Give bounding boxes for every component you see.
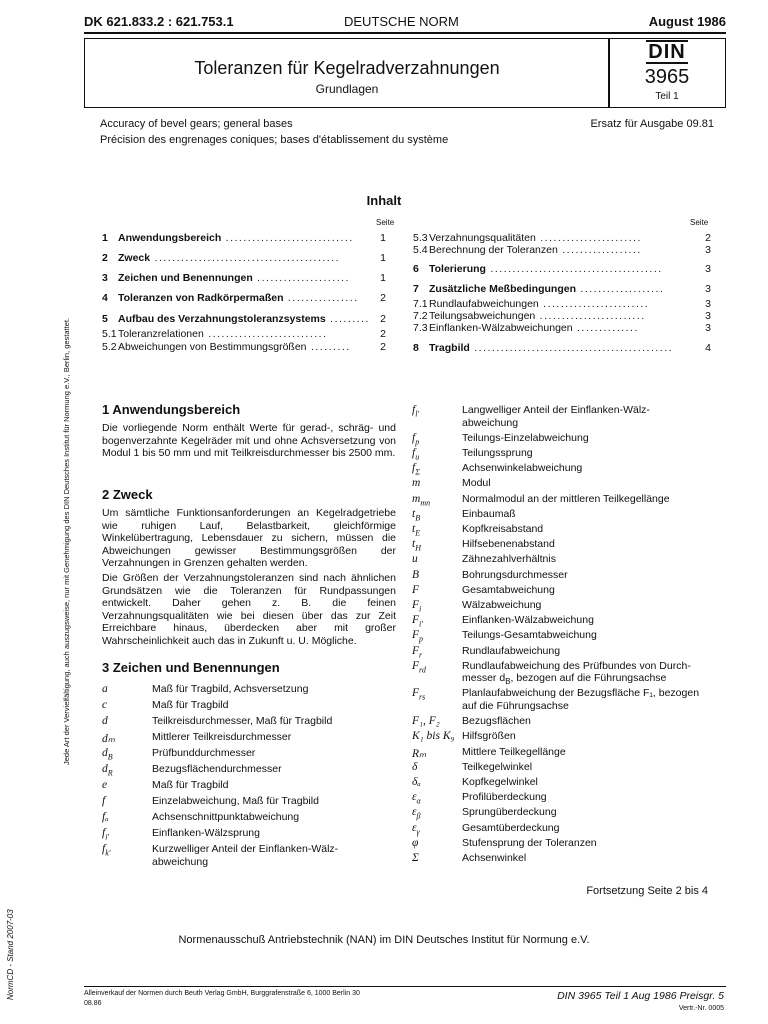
section-2-text-1: Um sämtliche Funktionsanforderungen an Kegelradgetriebe wie ruhigen Lauf, Belastbarkeit, gleichförmige Winkelübertragung, Lebensdauer zu sichern, müssen die Abweichungen gewisser Bestimmungsgrößen der Verzahnungen in Grenzen gehalten werden. [102, 507, 396, 570]
symbol-description: Hilfsebenenabstand [462, 538, 555, 551]
toc-entry-number: 7.2 [413, 310, 428, 322]
toc-entry-page: 2 [380, 341, 386, 353]
toc-entry-page: 1 [380, 272, 386, 284]
symbol-description: Planlaufabweichung der Bezugsfläche F₁, bezogen auf die Führungsachse [462, 687, 700, 712]
symbol-description: Gesamtabweichung [462, 583, 555, 596]
toc-entry-title: Aufbau des Verzahnungstoleranzsystems [118, 313, 326, 325]
symbol-description: Teilungs-Gesamtabweichung [462, 629, 597, 642]
symbol-description: Bezugsflächendurchmesser [152, 763, 282, 775]
toc-entry-title: Abweichungen von Bestimmungsgrößen [118, 341, 307, 353]
symbol-description: Achsenwinkelabweichung [462, 462, 583, 475]
symbol-description: Rundlaufabweichung [462, 644, 561, 657]
toc-heading: Inhalt [366, 193, 402, 208]
toc-entry-number: 7 [413, 283, 419, 295]
section-3-title: 3 Zeichen und Benennungen [102, 660, 280, 675]
symbol-entry [412, 599, 728, 612]
toc-entry-number: 5.2 [102, 341, 117, 353]
dk-number: DK 621.833.2 : 621.753.1 [84, 14, 234, 29]
doc-title: Toleranzen für Kegelradverzahnungen [194, 58, 500, 78]
symbol-glyph: F [412, 583, 420, 596]
sales-number: Vertr.-Nr. 0005 [678, 1005, 724, 1012]
toc-entry-page: 3 [705, 310, 711, 322]
section-2-title: 2 Zweck [102, 487, 153, 502]
symbol-entry [412, 508, 728, 521]
toc-entry-dots: ........................ [535, 310, 646, 322]
symbol-glyph: $f_u$ [412, 446, 420, 462]
toc-entry-label [429, 342, 673, 354]
symbol-entry [102, 731, 402, 744]
symbol-glyph: d [102, 715, 108, 727]
symbol-entry [412, 404, 728, 429]
toc-entry [102, 272, 386, 285]
symbol-glyph: $\varepsilon_\alpha$ [412, 791, 421, 806]
symbol-entry [102, 699, 402, 712]
toc-entry [413, 244, 711, 257]
symbol-description: Langwelliger Anteil der Einflanken-Wälz- abweichung [462, 404, 650, 429]
symbol-entry [412, 447, 728, 460]
toc-entry-dots: ....................................... [485, 263, 663, 275]
toc-entry-title: Berechnung der Toleranzen [429, 244, 558, 256]
symbol-description: Einflanken-Wälzsprung [152, 827, 260, 839]
toc-entry-label [429, 263, 663, 275]
section-1-text: Die vorliegende Norm enthält Werte für gerad-, schräg- und bogenverzahnte Kegelräder mit und ohne Achsversetzung von Modul 1 bis 50 mm und mit Teilkreisdurchmesser bis 2500 mm. [102, 422, 396, 460]
toc-entry-label [429, 310, 646, 322]
toc-entry-dots: .......................................... [150, 252, 341, 264]
symbol-entry [412, 553, 728, 566]
toc-entry-title: Toleranzen von Radkörpermaßen [118, 292, 284, 304]
symbol-description: Teilungssprung [462, 446, 533, 459]
toc-entry-dots: ........................... [203, 328, 328, 340]
print-code: 08.86 [84, 1000, 102, 1007]
symbol-entry [102, 747, 402, 760]
toc-entry [413, 283, 711, 296]
symbol-entry [412, 852, 728, 865]
toc-entry-number: 1 [102, 232, 108, 244]
symbol-glyph: $f_{i'}$ [102, 827, 110, 842]
toc-entry-number: 7.3 [413, 322, 428, 334]
symbol-glyph: dₘ [102, 733, 115, 745]
toc-entry [102, 313, 386, 326]
symbol-entry [412, 569, 728, 582]
teil-label: Teil 1 [655, 91, 679, 102]
din-number: 3965 [644, 66, 690, 88]
symbol-description: Mittlerer Teilkreisdurchmesser [152, 731, 292, 743]
symbol-glyph: $F_{rd}$ [412, 659, 426, 674]
symbol-description: Hilfsgrößen [462, 730, 516, 743]
toc-entry-number: 2 [102, 252, 108, 264]
section-2-text-2: Die Größen der Verzahnungstoleranzen sind nach ähnlichen Grundsätzen wie die Toleranzen für Rundpassungen entwickelt. Daher gehen z. B. die feinen Verzahnungsqualitäten wie bei diesen über das zur Zeit Erreichbare hinaus, überdecken aber mit großer Wahrscheinlichkeit auch das in Zukunft u. U. Mögliche. [102, 572, 396, 647]
symbol-glyph: u [412, 553, 418, 566]
toc-entry-page: 2 [380, 313, 386, 325]
toc-entry [102, 341, 386, 354]
toc-entry-number: 6 [413, 263, 419, 275]
symbol-description: Gesamtüberdeckung [462, 821, 560, 834]
symbol-glyph: Rₘ [412, 747, 427, 760]
toc-entry [413, 263, 711, 276]
toc-seite-right: Seite [690, 218, 709, 227]
doc-subtitle: Grundlagen [315, 82, 379, 96]
symbol-description: Profilüberdeckung [462, 791, 547, 804]
symbol-glyph: $m_{mn}$ [412, 492, 431, 507]
continuation-note: Fortsetzung Seite 2 bis 4 [586, 885, 708, 897]
toc-entry-page: 3 [705, 283, 711, 295]
symbol-entry [412, 614, 728, 627]
symbol-entry [102, 779, 402, 792]
toc-entry-dots: ............................................. [469, 342, 674, 354]
symbol-description: Zähnezahlverhältnis [462, 553, 556, 566]
toc-entry [413, 322, 711, 335]
symbol-entry [412, 761, 728, 774]
symbol-glyph: $d_B$ [102, 747, 113, 762]
symbol-entry [412, 837, 728, 850]
symbol-entry [102, 683, 402, 696]
toc-entry-dots: ......... [325, 313, 370, 325]
symbol-glyph: F₁, F₂ [412, 715, 440, 728]
symbol-description: Stufensprung der Toleranzen [462, 836, 597, 849]
din-logo-text: DIN [648, 41, 686, 63]
symbol-description: Maß für Tragbild [152, 779, 229, 791]
toc-entry-label [118, 292, 359, 304]
symbol-description: Modul [462, 477, 491, 490]
toc-entry-dots: ......... [306, 341, 351, 353]
symbol-glyph: c [102, 699, 108, 711]
symbol-entry [412, 806, 728, 819]
toc-entry-label [118, 232, 354, 244]
toc-entry-page: 3 [705, 263, 711, 275]
symbol-entry [412, 462, 728, 475]
symbol-glyph: δₐ [412, 775, 421, 788]
symbol-entry [412, 730, 728, 743]
footer-rule [84, 986, 726, 987]
toc-entry-number: 4 [102, 292, 108, 304]
symbol-entry [412, 477, 728, 490]
symbol-description: Einflanken-Wälzabweichung [462, 614, 594, 627]
symbol-description: Mittlere Teilkegellänge [462, 745, 566, 758]
symbol-entry [412, 645, 728, 658]
symbol-glyph: $\varepsilon_\beta$ [412, 806, 421, 821]
symbol-glyph: Σ [412, 851, 419, 864]
toc-entry-title: Zusätzliche Meßbedingungen [429, 283, 577, 295]
toc-entry-number: 5.4 [413, 244, 428, 256]
symbol-description: Prüfbunddurchmesser [152, 747, 256, 759]
symbol-entry [412, 629, 728, 642]
symbol-description: Kopfkegelwinkel [462, 775, 538, 788]
symbol-entry [412, 776, 728, 789]
toc-entry-page: 1 [380, 252, 386, 264]
symbol-description: Normalmodul an der mittleren Teilkegellänge [462, 492, 670, 505]
toc-entry-label [118, 328, 328, 340]
toc-entry [413, 342, 711, 355]
toc-entry-title: Tolerierung [429, 263, 486, 275]
symbol-glyph: $\varepsilon_\gamma$ [412, 821, 420, 836]
header-rule [84, 32, 726, 34]
norm-label: DEUTSCHE NORM [344, 14, 459, 29]
toc-entry-title: Einflanken-Wälzabweichungen [429, 322, 573, 334]
french-title: Précision des engrenages coniques; bases d'établissement du système [100, 134, 449, 146]
toc-entry-title: Verzahnungsqualitäten [429, 232, 536, 244]
toc-entry [102, 292, 386, 305]
toc-entry [102, 232, 386, 245]
toc-entry-page: 2 [380, 292, 386, 304]
toc-entry-page: 4 [705, 342, 711, 354]
symbol-glyph: m [412, 477, 421, 490]
committee-line: Normenausschuß Antriebstechnik (NAN) im DIN Deutsches Institut für Normung e.V. [178, 934, 590, 946]
toc-entry-dots: ........................ [538, 298, 650, 310]
symbol-description: Rundlaufabweichung des Prüfbundes von Durch- messer $d_B$, bezogen auf die Führungsachse [462, 659, 691, 687]
symbol-description: Achsenwinkel [462, 851, 527, 864]
symbol-glyph: $F_{rs}$ [412, 687, 426, 702]
symbol-description: Kopfkreisabstand [462, 522, 544, 535]
normcd-stamp: NormCD - Stand 2007-03 [6, 909, 15, 1000]
toc-entry-dots: ....................... [535, 232, 642, 244]
symbol-glyph: δ [412, 760, 418, 773]
toc-entry-number: 5 [102, 313, 108, 325]
copyright-notice: Jede Art der Vervielfältigung, auch auszugsweise, nur mit Genehmigung des DIN Deutsches Institut für Normung e.V., Berlin, gestattet. [62, 317, 71, 765]
symbol-glyph: $f_{k'}$ [102, 843, 111, 858]
toc-entry-title: Toleranzrelationen [118, 328, 204, 340]
toc-entry-title: Zeichen und Benennungen [118, 272, 253, 284]
symbol-glyph: fₐ [102, 811, 109, 823]
symbol-description: Kurzwelliger Anteil der Einflanken-Wälz- abweichung [152, 843, 339, 868]
symbol-entry [412, 791, 728, 804]
toc-seite-left: Seite [376, 218, 395, 227]
symbol-glyph: e [102, 779, 108, 791]
symbol-description: Einbaumaß [462, 507, 516, 520]
symbol-entry [412, 523, 728, 536]
symbol-entry [412, 660, 728, 685]
toc-entry-number: 5.1 [102, 328, 117, 340]
symbol-description: Teilungs-Einzelabweichung [462, 431, 589, 444]
symbol-glyph: $F_i$ [412, 598, 422, 614]
symbol-glyph: $F_r$ [412, 644, 423, 659]
symbol-description: Teilkegelwinkel [462, 760, 533, 773]
toc-entry-label [429, 244, 642, 256]
toc-entry-label [118, 313, 370, 325]
toc-entry-number: 8 [413, 342, 419, 354]
symbol-glyph: $f_p$ [412, 431, 420, 446]
symbol-entry [412, 746, 728, 759]
toc-entry-label [429, 283, 664, 295]
symbol-entry [412, 538, 728, 551]
symbol-description: Einzelabweichung, Maß für Tragbild [152, 795, 319, 807]
symbol-entry [412, 687, 728, 712]
toc-entry-number: 5.3 [413, 232, 428, 244]
toc-entry-label [429, 298, 649, 310]
symbol-glyph: $t_H$ [412, 538, 421, 553]
toc-entry-dots: ................ [283, 292, 359, 304]
symbol-glyph: φ [412, 836, 419, 849]
symbol-glyph: $F_{i'}$ [412, 614, 424, 629]
toc-entry-number: 7.1 [413, 298, 428, 310]
symbol-entry [412, 822, 728, 835]
symbol-glyph: $f_\Sigma$ [412, 462, 420, 477]
symbol-glyph: $d_R$ [102, 763, 113, 778]
symbol-glyph: a [102, 683, 108, 695]
symbol-entry [102, 843, 402, 868]
symbol-glyph: $t_B$ [412, 507, 421, 522]
toc-entry-dots: ................... [576, 283, 665, 295]
toc-entry-label [118, 252, 340, 264]
symbol-description: Maß für Tragbild, Achsversetzung [152, 683, 309, 695]
toc-entry-title: Tragbild [429, 342, 470, 354]
toc-entry-number: 3 [102, 272, 108, 284]
symbol-entry [102, 811, 402, 824]
symbol-glyph: $f_{l'}$ [412, 404, 420, 419]
symbol-entry [412, 432, 728, 445]
symbol-description: Maß für Tragbild [152, 699, 229, 711]
din-logo [610, 40, 724, 64]
toc-entry-title: Anwendungsbereich [118, 232, 222, 244]
symbol-glyph: B [412, 568, 420, 581]
symbol-entry [102, 795, 402, 808]
symbol-description: Bohrungsdurchmesser [462, 568, 568, 581]
toc-entry-page: 1 [380, 232, 386, 244]
symbol-glyph: K₁ bis K₉ [412, 730, 455, 743]
toc-entry-page: 3 [705, 244, 711, 256]
toc-entry-page: 3 [705, 298, 711, 310]
toc-entry-label [118, 341, 351, 353]
symbol-glyph: $F_p$ [412, 629, 424, 644]
toc-entry-title: Zweck [118, 252, 151, 264]
symbol-description: Achsenschnittpunktabweichung [152, 811, 300, 823]
toc-entry-title: Rundlaufabweichungen [429, 298, 539, 310]
document-reference: DIN 3965 Teil 1 Aug 1986 Preisgr. 5 [557, 990, 724, 1002]
toc-entry-page: 2 [705, 232, 711, 244]
toc-entry-dots: .................. [557, 244, 642, 256]
section-1-title: 1 Anwendungsbereich [102, 402, 241, 417]
toc-entry-page: 3 [705, 322, 711, 334]
toc-entry [102, 328, 386, 341]
toc-entry-title: Teilungsabweichungen [429, 310, 536, 322]
symbol-entry [412, 493, 728, 506]
toc-entry-label [118, 272, 350, 284]
issue-date: August 1986 [648, 14, 726, 29]
toc-entry-dots: .............. [572, 322, 639, 334]
english-title: Accuracy of bevel gears; general bases [100, 118, 293, 130]
toc-entry [102, 252, 386, 265]
symbol-glyph: $t_E$ [412, 522, 421, 538]
toc-entry-page: 2 [380, 328, 386, 340]
toc-entry-dots: ............................. [221, 232, 354, 244]
toc-entry-dots: ..................... [252, 272, 350, 284]
replacement-note: Ersatz für Ausgabe 09.81 [590, 118, 714, 130]
publisher-note: Alleinverkauf der Normen durch Beuth Verlag GmbH, Burggrafenstraße 6, 1000 Berlin 30 [84, 990, 360, 997]
toc-entry-label [429, 322, 639, 334]
toc-entry-label [429, 232, 642, 244]
symbol-entry [412, 715, 728, 728]
symbol-entry [412, 584, 728, 597]
symbol-entry [102, 763, 402, 776]
symbol-entry [102, 715, 402, 728]
symbol-description: Wälzabweichung [462, 598, 542, 611]
symbol-entry [102, 827, 402, 840]
symbol-description: Bezugsflächen [462, 715, 531, 728]
symbol-glyph: f [102, 795, 106, 807]
symbol-description: Sprungüberdeckung [462, 806, 557, 819]
symbol-description: Teilkreisdurchmesser, Maß für Tragbild [152, 715, 333, 727]
